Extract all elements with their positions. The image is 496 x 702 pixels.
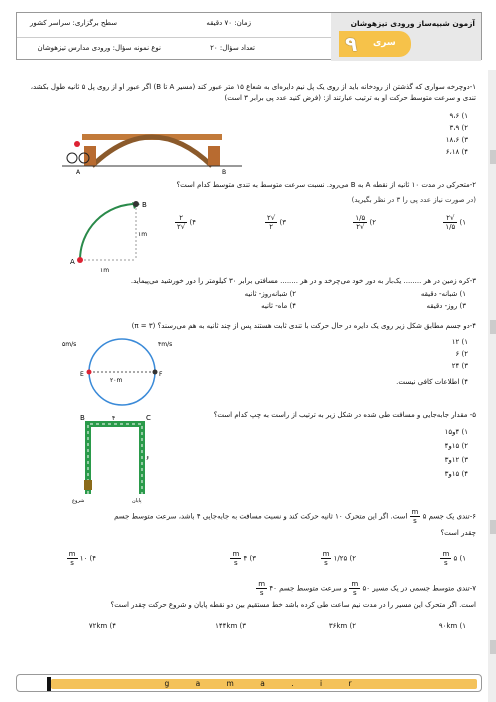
q7-option-4[interactable]: ۴) ۷۲km	[88, 622, 116, 630]
q7-text-b: و سرعت متوسط جسم	[279, 584, 348, 593]
option-number: ۱)	[459, 218, 466, 227]
car-icon	[84, 480, 92, 490]
denominator: √۲	[356, 223, 365, 231]
q6-option-4[interactable]	[67, 550, 96, 567]
q6-text-b: است. اگر این متحرک ۱۰ ثانیه حرکت کند و نسبت مسافت به جابه‌جایی ۴ باشد، سرعت متوسط جسم	[114, 512, 408, 521]
q3-option-2[interactable]: ۲) شبانه‌روز- ثانیه	[244, 290, 296, 298]
label-c: C	[146, 414, 151, 422]
unit-m: m	[411, 508, 419, 516]
q2-option-1[interactable]	[443, 214, 466, 231]
unit-m: m	[68, 550, 76, 558]
q4-option-3[interactable]: ۳) ۲۴	[451, 362, 468, 370]
speed-right: ۴m/s	[158, 341, 173, 348]
point-a	[77, 257, 83, 263]
bridge-label-b: B	[222, 169, 227, 176]
denominator: √۲	[177, 223, 186, 231]
unit-s: s	[324, 559, 328, 567]
question-2-text: ۲-متحرکی در مدت ۱۰ ثانیه از نقطه A به B می‌رود. نسبت سرعت متوسط به تندی متوسط کدام است؟	[176, 181, 476, 189]
q5-option-3[interactable]: ۳) ۱۲و۳	[444, 456, 468, 464]
series-number: ۹	[345, 32, 358, 56]
label-b: B	[80, 414, 85, 422]
unit-m: m	[232, 550, 240, 558]
option-fraction	[443, 214, 457, 231]
side-length: ۶	[146, 455, 150, 462]
label-b: B	[142, 201, 147, 209]
question-5-text: ۵- مقدار جابه‌جایی و مسافت طی شده در شکل زیر به ترتیب از راست به چپ کدام است؟	[213, 411, 476, 419]
q6-text-a: ۶-تندی یک جسم	[428, 512, 476, 521]
denominator: ۲	[269, 223, 274, 231]
option-number: ۲)	[369, 218, 376, 227]
q7-v1: ۵۰	[362, 584, 370, 593]
q3-option-4[interactable]: ۴) ماه- ثانیه	[261, 302, 296, 310]
q6-option-3[interactable]	[230, 550, 256, 567]
exam-header	[16, 12, 482, 60]
footer-bar	[51, 679, 477, 689]
question-4-text: ۴-دو جسم مطابق شکل زیر روی یک دایره در حال حرکت با تندی ثابت هستند پس از چند ثانیه به هم می‌رسند؟ (π = ۳)	[131, 322, 476, 330]
q7-option-3[interactable]: ۳) ۱۴۴km	[215, 622, 246, 630]
bridge-opening	[122, 150, 182, 166]
unit-fraction	[256, 580, 267, 597]
q6-option-2[interactable]	[321, 550, 356, 567]
numerator: ۱/۵	[355, 214, 366, 222]
q6-speed: ۵	[422, 512, 427, 521]
q3-option-1[interactable]: ۱) شبانه- دقیقه	[420, 290, 466, 298]
exam-title: آزمون شبیه‌ساز ورودی تیزهوشان	[350, 19, 475, 28]
unit-fraction	[230, 550, 241, 567]
q1-option-2[interactable]: ۲) ۳،۹	[449, 124, 468, 132]
q5-option-4[interactable]: ۴) ۱۵و۳	[444, 470, 468, 478]
dim-vertical: ۱m	[138, 231, 148, 238]
q2-option-4[interactable]	[175, 214, 196, 231]
q2-option-2[interactable]	[353, 214, 376, 231]
q7-v2: ۴۰	[269, 584, 277, 593]
unit-s: s	[413, 517, 417, 525]
q6-text-c: چقدر است؟	[440, 529, 476, 537]
unit-fraction	[349, 580, 360, 597]
label-f: F	[159, 371, 163, 378]
series-badge	[339, 31, 411, 57]
option-value: ۲) ۱/۲۵	[333, 554, 356, 563]
question-6-text	[20, 508, 476, 525]
start-label: شروع	[72, 498, 85, 504]
unit-s: s	[70, 559, 74, 567]
speed-left: ۵m/s	[62, 341, 77, 348]
numerator: √۲	[443, 214, 457, 223]
header-divider	[17, 37, 331, 38]
q7-text-c: است. اگر متحرک این مسیر را در مدت نیم ساعت طی کرده باشد خط مستقیم بین دو نقطه پایان و شروع حرکت چقدر است؟	[110, 601, 476, 609]
quarter-arc-figure	[70, 196, 160, 278]
dim-horizontal: ۱m	[100, 267, 110, 274]
series-label: سری	[373, 38, 396, 48]
page-footer	[16, 674, 482, 692]
q4-option-2[interactable]: ۲) ۶	[455, 350, 468, 358]
question-7-text	[20, 580, 476, 597]
unit-s: s	[259, 589, 264, 597]
option-fraction	[265, 214, 277, 231]
option-number: ۴)	[189, 218, 196, 227]
q5-option-2[interactable]: ۲) ۱۵و۴	[444, 442, 468, 450]
numerator: √۲	[267, 214, 276, 222]
question-1-text: ۱-دوچرخه سواری که گذشتن از رودخانه باید از روی یک پل نیم دایره‌ای به شعاع ۱۵ متر عبور کند (مسیر A تا B) اگر عبور او از روی پل ۵ ثانیه طول بکشد، تندی و سرعت متوسط حرکت او به ترتیب عبارتند از: (فرض کنید عدد پی برابر ۳ است)	[30, 83, 476, 102]
body-e	[87, 370, 92, 375]
option-value: ۱) ۵	[453, 554, 466, 563]
q7-option-1[interactable]: ۱) ۹۰km	[438, 622, 466, 630]
q5-option-1[interactable]: ۱) ۴و۱۵	[444, 428, 468, 436]
path-figure	[70, 410, 160, 504]
body-f	[153, 370, 158, 375]
q2-option-3[interactable]	[265, 214, 286, 231]
circle-figure	[62, 334, 182, 410]
label-e: E	[80, 371, 84, 378]
unit-m: m	[442, 550, 450, 558]
q3-option-3[interactable]: ۳) روز- دقیقه	[426, 302, 466, 310]
q7-option-2[interactable]: ۲) ۳۶km	[328, 622, 356, 630]
q7-text-a: ۷-تندی متوسط جسمی در یک مسیر	[372, 584, 476, 593]
unit-m: m	[322, 550, 330, 558]
unit-m: m	[258, 580, 266, 588]
unit-fraction	[67, 550, 78, 567]
unit-fraction	[410, 508, 421, 525]
q6-option-1[interactable]	[440, 550, 466, 567]
time-info: زمان: ۷۰ دقیقه	[206, 19, 251, 27]
count-info: تعداد سؤال: ۲۰	[210, 44, 255, 52]
side-tab	[490, 320, 496, 334]
q1-option-1[interactable]: ۱) ۹،۶	[449, 112, 468, 120]
site-watermark: g a m a . i r	[164, 679, 364, 688]
bridge-pillar-right	[208, 146, 220, 166]
unit-s: s	[234, 559, 238, 567]
side-strip	[488, 70, 496, 702]
diameter-label: ۲۰m	[110, 377, 123, 384]
top-length: ۴	[112, 415, 116, 422]
cyclist-head	[74, 141, 80, 147]
q4-option-4[interactable]: ۴) اطلاعات کافی نیست.	[396, 378, 468, 386]
path-track	[88, 424, 142, 494]
arc-path	[80, 204, 136, 260]
unit-s: s	[444, 559, 448, 567]
end-label: پایان	[132, 498, 142, 504]
denominator: ۱/۵	[445, 223, 456, 231]
q1-option-4[interactable]: ۴) ۶،۱۸	[445, 148, 468, 156]
side-tab	[490, 640, 496, 654]
path-centerline	[88, 424, 142, 494]
question-3-text: ۳-کره زمین در هر ........ یک‌بار به دور خود می‌چرخد و در هر ........ مسافتی برابر ۳۰ کیلومتر را دور خورشید می‌پیماید.	[130, 277, 476, 285]
point-b	[133, 201, 139, 207]
q1-option-3[interactable]: ۳) ۱۸،۶	[445, 136, 468, 144]
unit-m: m	[351, 580, 359, 588]
side-tab	[490, 150, 496, 164]
bike-wheel	[67, 153, 77, 163]
option-value: ۳) ۴	[243, 554, 256, 563]
side-tab	[490, 520, 496, 534]
option-value: ۴) ۱۰	[79, 554, 96, 563]
numerator: ۲	[175, 214, 187, 223]
bridge-label-a: A	[76, 169, 81, 176]
q4-option-1[interactable]: ۱) ۱۲	[451, 338, 468, 346]
option-number: ۳)	[279, 218, 286, 227]
bridge-figure	[62, 116, 242, 176]
question-2-note: (در صورت نیاز عدد پی را ۳ در نظر بگیرید)	[351, 196, 476, 204]
unit-fraction	[440, 550, 451, 567]
label-a: A	[70, 258, 75, 266]
unit-s: s	[352, 589, 357, 597]
option-fraction	[175, 214, 187, 231]
option-fraction	[353, 214, 367, 231]
unit-fraction	[321, 550, 332, 567]
level-info: سطح برگزاری: سراسر کشور	[30, 19, 117, 27]
type-info: نوع نمونه سؤال: ورودی مدارس تیزهوشان	[37, 44, 161, 52]
